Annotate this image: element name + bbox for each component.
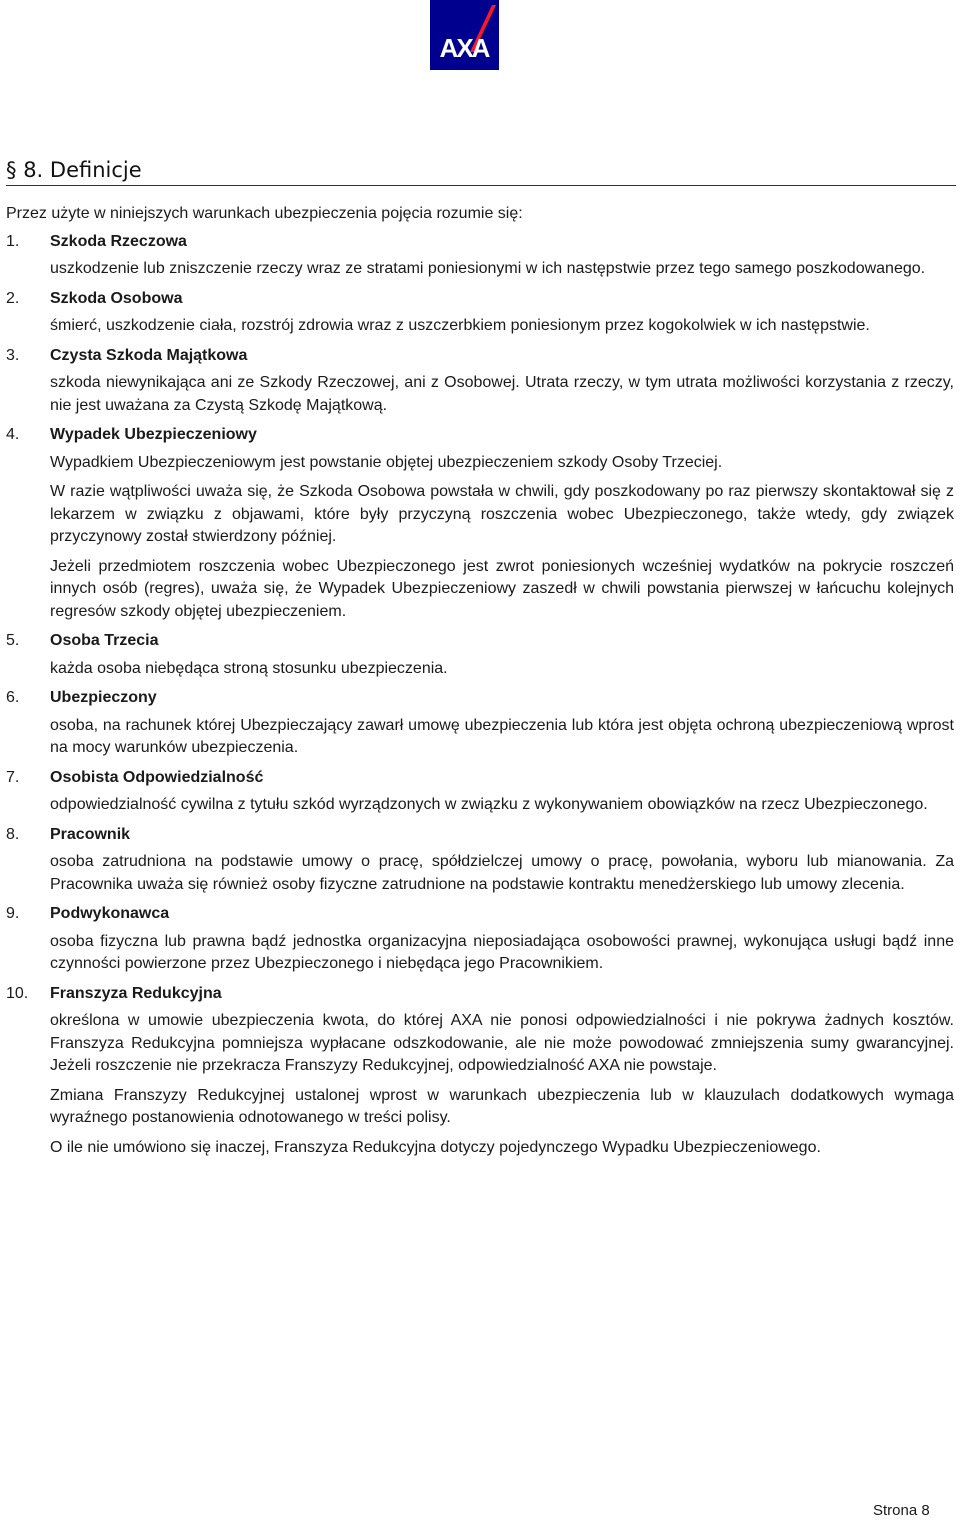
definition-heading <box>6 903 954 926</box>
definition-title: Podwykonawca <box>50 905 170 922</box>
definition-paragraph: W razie wątpliwości uważa się, że Szkoda Osobowa powstała w chwili, gdy poszkodowany po raz pierwszy skontaktował się z lekarzem w związku z objawami, które były przyczyną roszczenia wobec Ubezpieczonego, także wtedy, gdy związek przyczynowy został stwierdzony później. <box>50 483 954 545</box>
definition-item <box>6 630 954 680</box>
definition-number: 4. <box>6 426 20 443</box>
definition-paragraph: O ile nie umówiono się inaczej, Franszyza Redukcyjna dotyczy pojedynczego Wypadku Ubezpieczeniowego. <box>50 1138 821 1156</box>
definition-number: 1. <box>6 232 20 250</box>
definition-paragraph: osoba, na rachunek której Ubezpieczający zawarł umowę ubezpieczenia lub która jest objęta ochroną ubezpieczeniową wprost na mocy warunków ubezpieczenia. <box>50 716 954 756</box>
definition-heading <box>6 767 954 790</box>
page-number: Strona 8 <box>873 1502 930 1519</box>
definition-heading <box>6 687 954 710</box>
definition-paragraph: odpowiedzialność cywilna z tytułu szkód wyrządzonych w związku z wykonywaniem obowiązków na rzecz Ubezpieczonego. <box>50 796 928 813</box>
definition-heading <box>6 824 954 847</box>
definition-paragraph: Zmiana Franszyzy Redukcyjnej ustalonej wprost w warunkach ubezpieczenia lub w klauzulach dodatkowych wymaga wyraźnego postanowienia odnotowanego w treści polisy. <box>50 1086 954 1126</box>
definition-paragraph: śmierć, uszkodzenie ciała, rozstrój zdrowia wraz z uszczerbkiem poniesionym przez kogokolwiek w ich następstwie. <box>50 317 870 334</box>
definition-paragraph: szkoda niewynikająca ani ze Szkody Rzeczowej, ani z Osobowej. Utrata rzeczy, w tym utrata możliwości korzystania z rzeczy, nie jest uważana za Czystą Szkodę Majątkową. <box>50 374 954 414</box>
definitions-content <box>6 203 954 1166</box>
definition-paragraph: uszkodzenie lub zniszczenie rzeczy wraz ze stratami poniesionymi w ich następstwie przez tego samego poszkodowanego. <box>50 260 926 277</box>
definition-title: Ubezpieczony <box>50 689 157 706</box>
definition-item <box>6 983 954 1160</box>
definitions-list <box>6 231 954 1160</box>
definition-paragraph: Wypadkiem Ubezpieczeniowym jest powstanie objętej ubezpieczeniem szkody Osoby Trzeciej. <box>50 453 723 471</box>
definition-title: Szkoda Rzeczowa <box>50 232 187 250</box>
axa-logo-graphic <box>430 0 499 70</box>
definition-item <box>6 903 954 976</box>
definition-item <box>6 231 954 281</box>
definition-number: 6. <box>6 689 20 706</box>
definition-number: 3. <box>6 346 20 364</box>
definition-item <box>6 824 954 897</box>
section-symbol: § <box>6 158 17 182</box>
definition-number: 2. <box>6 289 20 307</box>
definition-item <box>6 687 954 760</box>
definition-heading <box>6 288 954 311</box>
definition-title: Czysta Szkoda Majątkowa <box>50 346 248 364</box>
definition-item <box>6 767 954 817</box>
definition-paragraph: określona w umowie ubezpieczenia kwota, do której AXA nie ponosi odpowiedzialności i nie pokrywa żadnych kosztów. Franszyza Redukcyjna pomniejsza wypłacane odszkodowanie, ale nie może powodować zmniejszenia sumy gwarancyjnej. Jeżeli roszczenie nie przekracza Franszyzy Redukcyjnej, odpowiedzialność AXA nie powstaje. <box>50 1012 954 1074</box>
definition-number: 9. <box>6 905 20 922</box>
definition-heading <box>6 424 954 447</box>
definition-title: Osobista Odpowiedzialność <box>50 768 264 786</box>
definition-item <box>6 288 954 338</box>
definition-number: 8. <box>6 825 20 843</box>
definition-title: Franszyza Redukcyjna <box>50 984 222 1002</box>
definition-number: 10. <box>6 984 29 1002</box>
definition-paragraph: osoba fizyczna lub prawna bądź jednostka organizacyjna nieposiadająca osobowości prawnej, wykonująca usługi bądź inne czynności powierzone przez Ubezpieczonego i niebędąca jego Pracownikiem. <box>50 932 954 972</box>
section-heading <box>6 158 956 186</box>
definition-number: 7. <box>6 768 20 786</box>
definition-paragraph: osoba zatrudniona na podstawie umowy o pracę, spółdzielczej umowy o pracę, powołania, wyboru lub mianowania. Za Pracownika uważa się również osoby fizyczne zatrudnione na podstawie kontraktu menedżerskiego lub umowy zlecenia. <box>50 853 954 893</box>
definition-item <box>6 345 954 418</box>
definition-title: Szkoda Osobowa <box>50 289 183 307</box>
definition-paragraph: każda osoba niebędąca stroną stosunku ubezpieczenia. <box>50 659 448 677</box>
definition-paragraph: Jeżeli przedmiotem roszczenia wobec Ubezpieczonego jest zwrot poniesionych wcześniej wydatków na pokrycie roszczeń innych osób (regres), uważa się, że Wypadek Ubezpieczeniowy zaszedł w chwili powstania pierwszej w łańcuchu kolejnych regresów szkody objętej ubezpieczeniem. <box>50 557 954 620</box>
definition-heading <box>6 630 954 653</box>
definition-heading <box>6 345 954 368</box>
intro-text: Przez użyte w niniejszych warunkach ubezpieczenia pojęcia rozumie się: <box>6 205 523 222</box>
axa-logo <box>430 0 499 70</box>
definition-number: 5. <box>6 632 20 649</box>
definition-title: Wypadek Ubezpieczeniowy <box>50 426 257 443</box>
definition-title: Pracownik <box>50 825 131 843</box>
definition-heading <box>6 231 954 254</box>
definition-heading <box>6 983 954 1006</box>
section-title: 8. Definicje <box>23 158 142 182</box>
definition-item <box>6 424 954 623</box>
definition-title: Osoba Trzecia <box>50 632 159 649</box>
svg-text:AXA: AXA <box>439 33 489 63</box>
